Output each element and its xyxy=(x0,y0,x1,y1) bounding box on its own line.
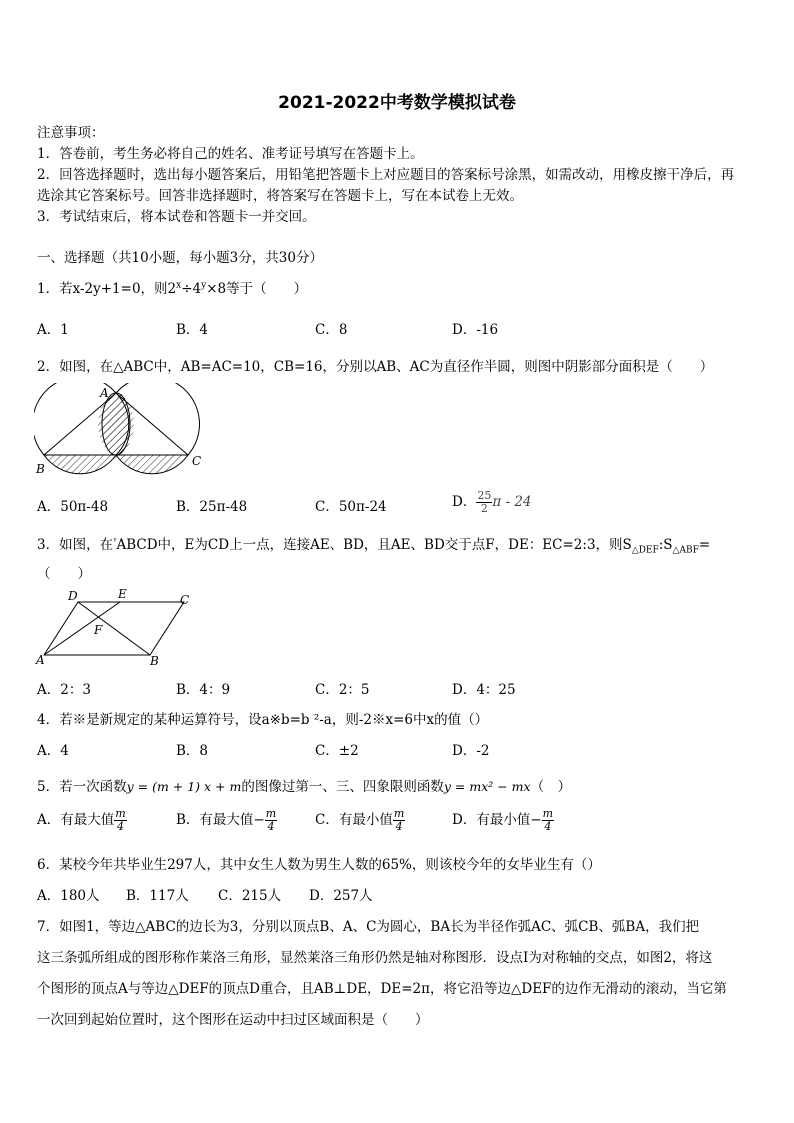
q1-stem-text: 1．若x-2y+1=0，则2 xyxy=(37,281,177,297)
q1-option-c: C．8 xyxy=(315,322,348,338)
notes-item-1: 1．答卷前，考生务必将自己的姓名、准考证号填写在答题卡上。 xyxy=(37,146,424,162)
q6-option-c: C．215人 xyxy=(218,888,282,904)
section-heading: 一、选择题（共10小题，每小题3分，共30分） xyxy=(37,250,323,266)
q5-option-b xyxy=(176,808,277,833)
q2-option-d-num: 25 xyxy=(477,489,492,502)
q5-option-b-prefix: B．有最大值 xyxy=(176,812,254,828)
q1-exp-x: x xyxy=(176,280,182,291)
q2-label-b: B xyxy=(36,462,45,475)
q5-option-d-den: 4 xyxy=(544,820,552,833)
question-7-line-3: 个图形的顶点A与等边△DEF的顶点D重合，且AB⊥DE，DE=2π，将它沿等边△DEF的边作无滑动的滚动，当它第 xyxy=(37,981,727,997)
q5-function-2: y = mx² − mx xyxy=(443,779,531,794)
q1-option-a: A．1 xyxy=(37,322,69,338)
question-6-stem: 6．某校今年共毕业生297人，其中女生人数为男生人数的65%，则该校今年的女毕业生有（） xyxy=(37,857,601,873)
q3-option-c: C．2：5 xyxy=(315,682,370,698)
q3-label-d: D xyxy=(68,589,78,603)
notes-item-2-cont: 选涂其它答案标号。回答非选择题时，将答案写在答题卡上，写在本试卷上无效。 xyxy=(37,188,523,204)
q3-stem-b: ABCD中，E为CD上一点，连接AE、BD，且AE、BD交于点F，DE：EC=2:3，则S xyxy=(116,537,632,553)
q5-option-a-num: m xyxy=(115,807,126,820)
page-title: 2021-2022中考数学模拟试卷 xyxy=(278,93,516,113)
notes-heading: 注意事项： xyxy=(37,125,105,141)
q4-option-a: A．4 xyxy=(37,743,69,759)
q5-stem-b: 的图像过第一、三、四象限则函数 xyxy=(241,779,444,795)
q5-stem-a: 5．若一次函数 xyxy=(37,779,127,795)
q5-option-b-num: m xyxy=(265,807,277,820)
q5-option-d-prefix: D．有最小值 xyxy=(452,812,531,828)
q3-option-b: B．4：9 xyxy=(176,682,231,698)
q5-option-d-num: m xyxy=(542,807,554,820)
q2-option-d-rest: π - 24 xyxy=(492,494,532,510)
q5-function-1: y = (m + 1) x + m xyxy=(126,779,242,794)
q5-option-a-den: 4 xyxy=(116,820,124,833)
q1-exp-y: y xyxy=(201,280,207,291)
q3-option-a: A．2：3 xyxy=(37,682,91,698)
q3-stem-end: = xyxy=(698,537,711,553)
q1-option-d: D．-16 xyxy=(452,322,499,338)
q2-option-a: A．50π-48 xyxy=(37,499,109,515)
q4-option-b: B．8 xyxy=(176,743,209,759)
q2-option-b: B．25π-48 xyxy=(176,499,248,515)
question-4-stem: 4．若※是新规定的某种运算符号，设a※b=b ²-a，则-2※x=6中x的值（） xyxy=(37,712,489,728)
q5-option-a-fraction xyxy=(114,808,126,833)
q5-option-d-sign: − xyxy=(530,812,542,828)
question-3-stem xyxy=(37,533,710,556)
q5-option-c-num: m xyxy=(393,807,405,820)
q3-stem-a: 3．如图，在 xyxy=(37,537,114,553)
q2-shaded-left xyxy=(44,455,116,474)
question-7-line-4: 一次回到起始位置时，这个图形在运动中扫过区域面积是（ ） xyxy=(37,1012,429,1028)
q5-option-c-prefix: C．有最小值 xyxy=(315,812,393,828)
q2-shaded-right xyxy=(116,455,188,474)
q5-stem-c: （ ） xyxy=(530,779,572,795)
q2-option-d-den: 2 xyxy=(480,502,488,515)
q3-label-f: F xyxy=(94,623,103,637)
notes-item-2: 2．回答选择题时，选出每小题答案后，用铅笔把答题卡上对应题目的答案标号涂黑，如需改动，用橡皮擦干净后，再 xyxy=(37,167,735,183)
q3-line-ae xyxy=(44,602,120,655)
q5-option-d xyxy=(452,808,554,833)
q3-label-c: C xyxy=(180,593,190,607)
q1-option-b: B．4 xyxy=(176,322,209,338)
q5-option-b-fraction xyxy=(265,808,277,833)
q6-option-d: D．257人 xyxy=(309,888,373,904)
q2-option-c: C．50π-24 xyxy=(315,499,387,515)
q3-label-e: E xyxy=(118,588,127,601)
q2-label-c: C xyxy=(192,454,202,468)
q2-option-d xyxy=(452,490,532,515)
q5-option-b-sign: − xyxy=(253,812,265,828)
question-1-stem xyxy=(37,277,307,297)
q6-option-b: B．117人 xyxy=(126,888,189,904)
q5-option-c xyxy=(315,808,405,833)
q5-option-c-fraction xyxy=(393,808,405,833)
question-2-stem: 2．如图，在△ABC中，AB=AC=10，CB=16，分别以AB、AC为直径作半圆，则图中阴影部分面积是（ ） xyxy=(37,359,714,375)
q4-option-c: C．±2 xyxy=(315,743,359,759)
q6-option-a: A．180人 xyxy=(37,888,100,904)
q3-paren: （ ） xyxy=(37,566,91,582)
question-7-line-2: 这三条弧所组成的图形称作莱洛三角形，显然莱洛三角形仍然是轴对称图形．设点I为对称轴的交点，如图2，将这 xyxy=(37,950,713,966)
q3-figure xyxy=(34,588,194,666)
q2-lens-outline xyxy=(102,393,130,455)
q2-figure xyxy=(34,383,214,475)
question-5-stem xyxy=(37,775,571,795)
q2-option-d-prefix: D． xyxy=(452,494,477,510)
q3-sub-abf: △ABF xyxy=(672,545,699,556)
q3-sub-def: △DEF xyxy=(631,545,659,556)
q3-stem-mid: :S xyxy=(658,537,673,553)
q3-label-a: A xyxy=(36,653,45,666)
q5-option-a xyxy=(37,808,127,833)
q2-option-d-fraction xyxy=(476,490,492,515)
q1-stem-end: ×8等于（ ） xyxy=(206,281,308,297)
parallelogram-icon: ᵞ xyxy=(113,536,117,547)
q5-option-d-fraction xyxy=(542,808,554,833)
q5-option-a-prefix: A．有最大值 xyxy=(37,812,115,828)
question-7-line-1: 7．如图1，等边△ABC的边长为3，分别以顶点B、A、C为圆心，BA长为半径作弧AC、弧CB、弧BA，我们把 xyxy=(37,919,700,935)
q5-option-c-den: 4 xyxy=(395,820,403,833)
q1-stem-mid: ÷4 xyxy=(181,281,202,297)
q2-label-a: A xyxy=(100,386,109,400)
q3-line-bd xyxy=(78,602,150,655)
q4-option-d: D．-2 xyxy=(452,743,490,759)
q5-option-b-den: 4 xyxy=(267,820,275,833)
notes-item-3: 3．考试结束后，将本试卷和答题卡一并交回。 xyxy=(37,209,316,225)
q3-label-b: B xyxy=(150,654,159,666)
q3-option-d: D．4：25 xyxy=(452,682,516,698)
